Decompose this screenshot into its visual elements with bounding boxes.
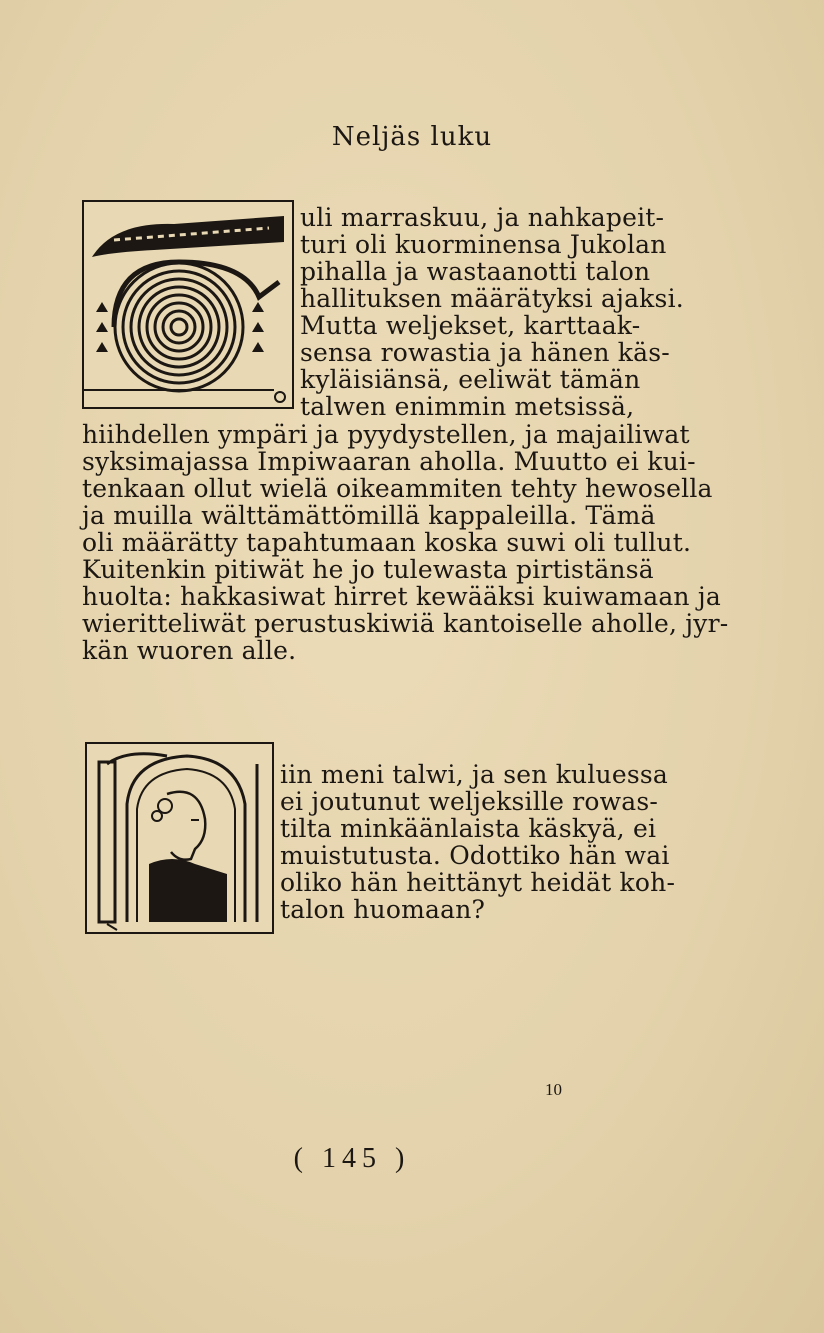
text-line: talwen enimmin metsissä, [300,392,635,421]
portrait-ornament-icon [87,744,272,932]
text-line: Mutta weljekset, karttaak- [300,311,641,340]
text-line: oli määrätty tapahtumaan koska suwi oli tullut. [82,528,692,557]
text-line: ei joutunut weljeksille rowas- [280,787,659,816]
chapter-title: Neljäs luku [331,122,493,152]
decorative-initial-t [82,200,294,409]
text-line: tenkaan ollut wielä oikeammiten tehty hewosella [82,474,713,503]
page-number: ( 145 ) [293,1143,411,1174]
text-line: wieritteliwät perustuskiwiä kantoiselle aholle, jyr- [82,609,729,638]
text-line: talon huomaan? [280,895,486,924]
text-line: oliko hän heittänyt heidät koh- [280,868,676,897]
text-line: tilta minkäänlaista käskyä, ei [280,814,657,843]
text-line: uli marraskuu, ja nahkapeit- [300,203,665,232]
text-line: huolta: hakkasiwat hirret kewääksi kuiwamaan ja [82,582,721,611]
text-line: sensa rowastia ja hänen käs- [300,338,670,367]
text-line: kyläisiänsä, eeliwät tämän [300,365,641,394]
text-line: Kuitenkin pitiwät he jo tulewasta pirtistänsä [82,555,654,584]
signature-mark: 10 [545,1080,562,1099]
text-line: hiihdellen ympäri ja pyydystellen, ja majailiwat [82,420,690,449]
text-line: pihalla ja wastaanotti talon [300,257,651,286]
text-line: hallituksen määrätyksi ajaksi. [300,284,684,313]
spiral-ornament-icon [84,202,292,407]
text-line: muistutusta. Odottiko hän wai [280,841,670,870]
text-line: iin meni talwi, ja sen kuluessa [280,760,668,789]
text-line: ja muilla wälttämättömillä kappaleilla. Tämä [82,501,656,530]
text-line: kän wuoren alle. [82,636,297,665]
text-line: syksimajassa Impiwaaran aholla. Muutto ei kui- [82,447,696,476]
text-line: turi oli kuorminensa Jukolan [300,230,667,259]
decorative-initial-n [85,742,274,934]
